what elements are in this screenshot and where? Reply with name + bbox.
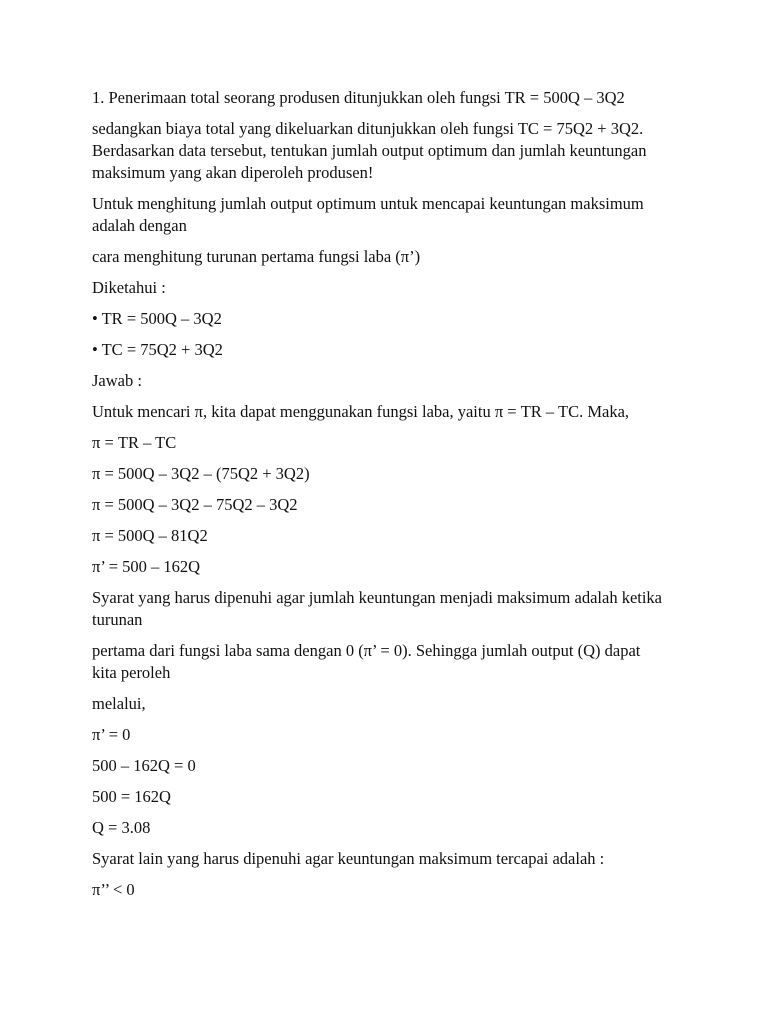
solve-step-2: 500 = 162Q xyxy=(92,787,171,806)
explanation-method: cara menghitung turunan pertama fungsi laba (π’) xyxy=(92,247,421,266)
equation-step-5: π’ = 500 – 162Q xyxy=(92,557,201,576)
equation-step-4: π = 500Q – 81Q2 xyxy=(92,526,208,545)
via-text: melalui, xyxy=(92,694,146,713)
question-line-2: sedangkan biaya total yang dikeluarkan ditunjukkan oleh fungsi TC = 75Q2 + 3Q2. Berdasarkan data tersebut, tentukan jumlah output optimum dan jumlah keuntungan maksimum yang akan diperoleh produsen! xyxy=(92,119,647,182)
profit-function-intro: Untuk mencari π, kita dapat menggunakan fungsi laba, yaitu π = TR – TC. Maka, xyxy=(92,402,630,421)
max-condition-text: Syarat yang harus dipenuhi agar jumlah keuntungan menjadi maksimum adalah ketika turunan xyxy=(92,588,663,629)
document-page xyxy=(92,87,664,910)
known-heading: Diketahui : xyxy=(92,278,166,297)
equation-step-3: π = 500Q – 3Q2 – 75Q2 – 3Q2 xyxy=(92,495,298,514)
second-condition-text: Syarat lain yang harus dipenuhi agar keuntungan maksimum tercapai adalah : xyxy=(92,849,605,868)
derivative-zero: π’ = 0 xyxy=(92,725,131,744)
second-derivative: π’’ < 0 xyxy=(92,880,135,899)
answer-heading: Jawab : xyxy=(92,371,142,390)
question-line-1: 1. Penerimaan total seorang produsen ditunjukkan oleh fungsi TR = 500Q – 3Q2 xyxy=(92,88,625,107)
max-condition-text-2: pertama dari fungsi laba sama dengan 0 (π’ = 0). Sehingga jumlah output (Q) dapat kita peroleh xyxy=(92,641,641,682)
explanation-intro: Untuk menghitung jumlah output optimum untuk mencapai keuntungan maksimum adalah dengan xyxy=(92,194,644,235)
known-tc: • TC = 75Q2 + 3Q2 xyxy=(92,340,223,359)
known-tr: • TR = 500Q – 3Q2 xyxy=(92,309,222,328)
equation-step-2: π = 500Q – 3Q2 – (75Q2 + 3Q2) xyxy=(92,464,310,483)
solve-result: Q = 3.08 xyxy=(92,818,151,837)
solve-step-1: 500 – 162Q = 0 xyxy=(92,756,196,775)
equation-step-1: π = TR – TC xyxy=(92,433,177,452)
